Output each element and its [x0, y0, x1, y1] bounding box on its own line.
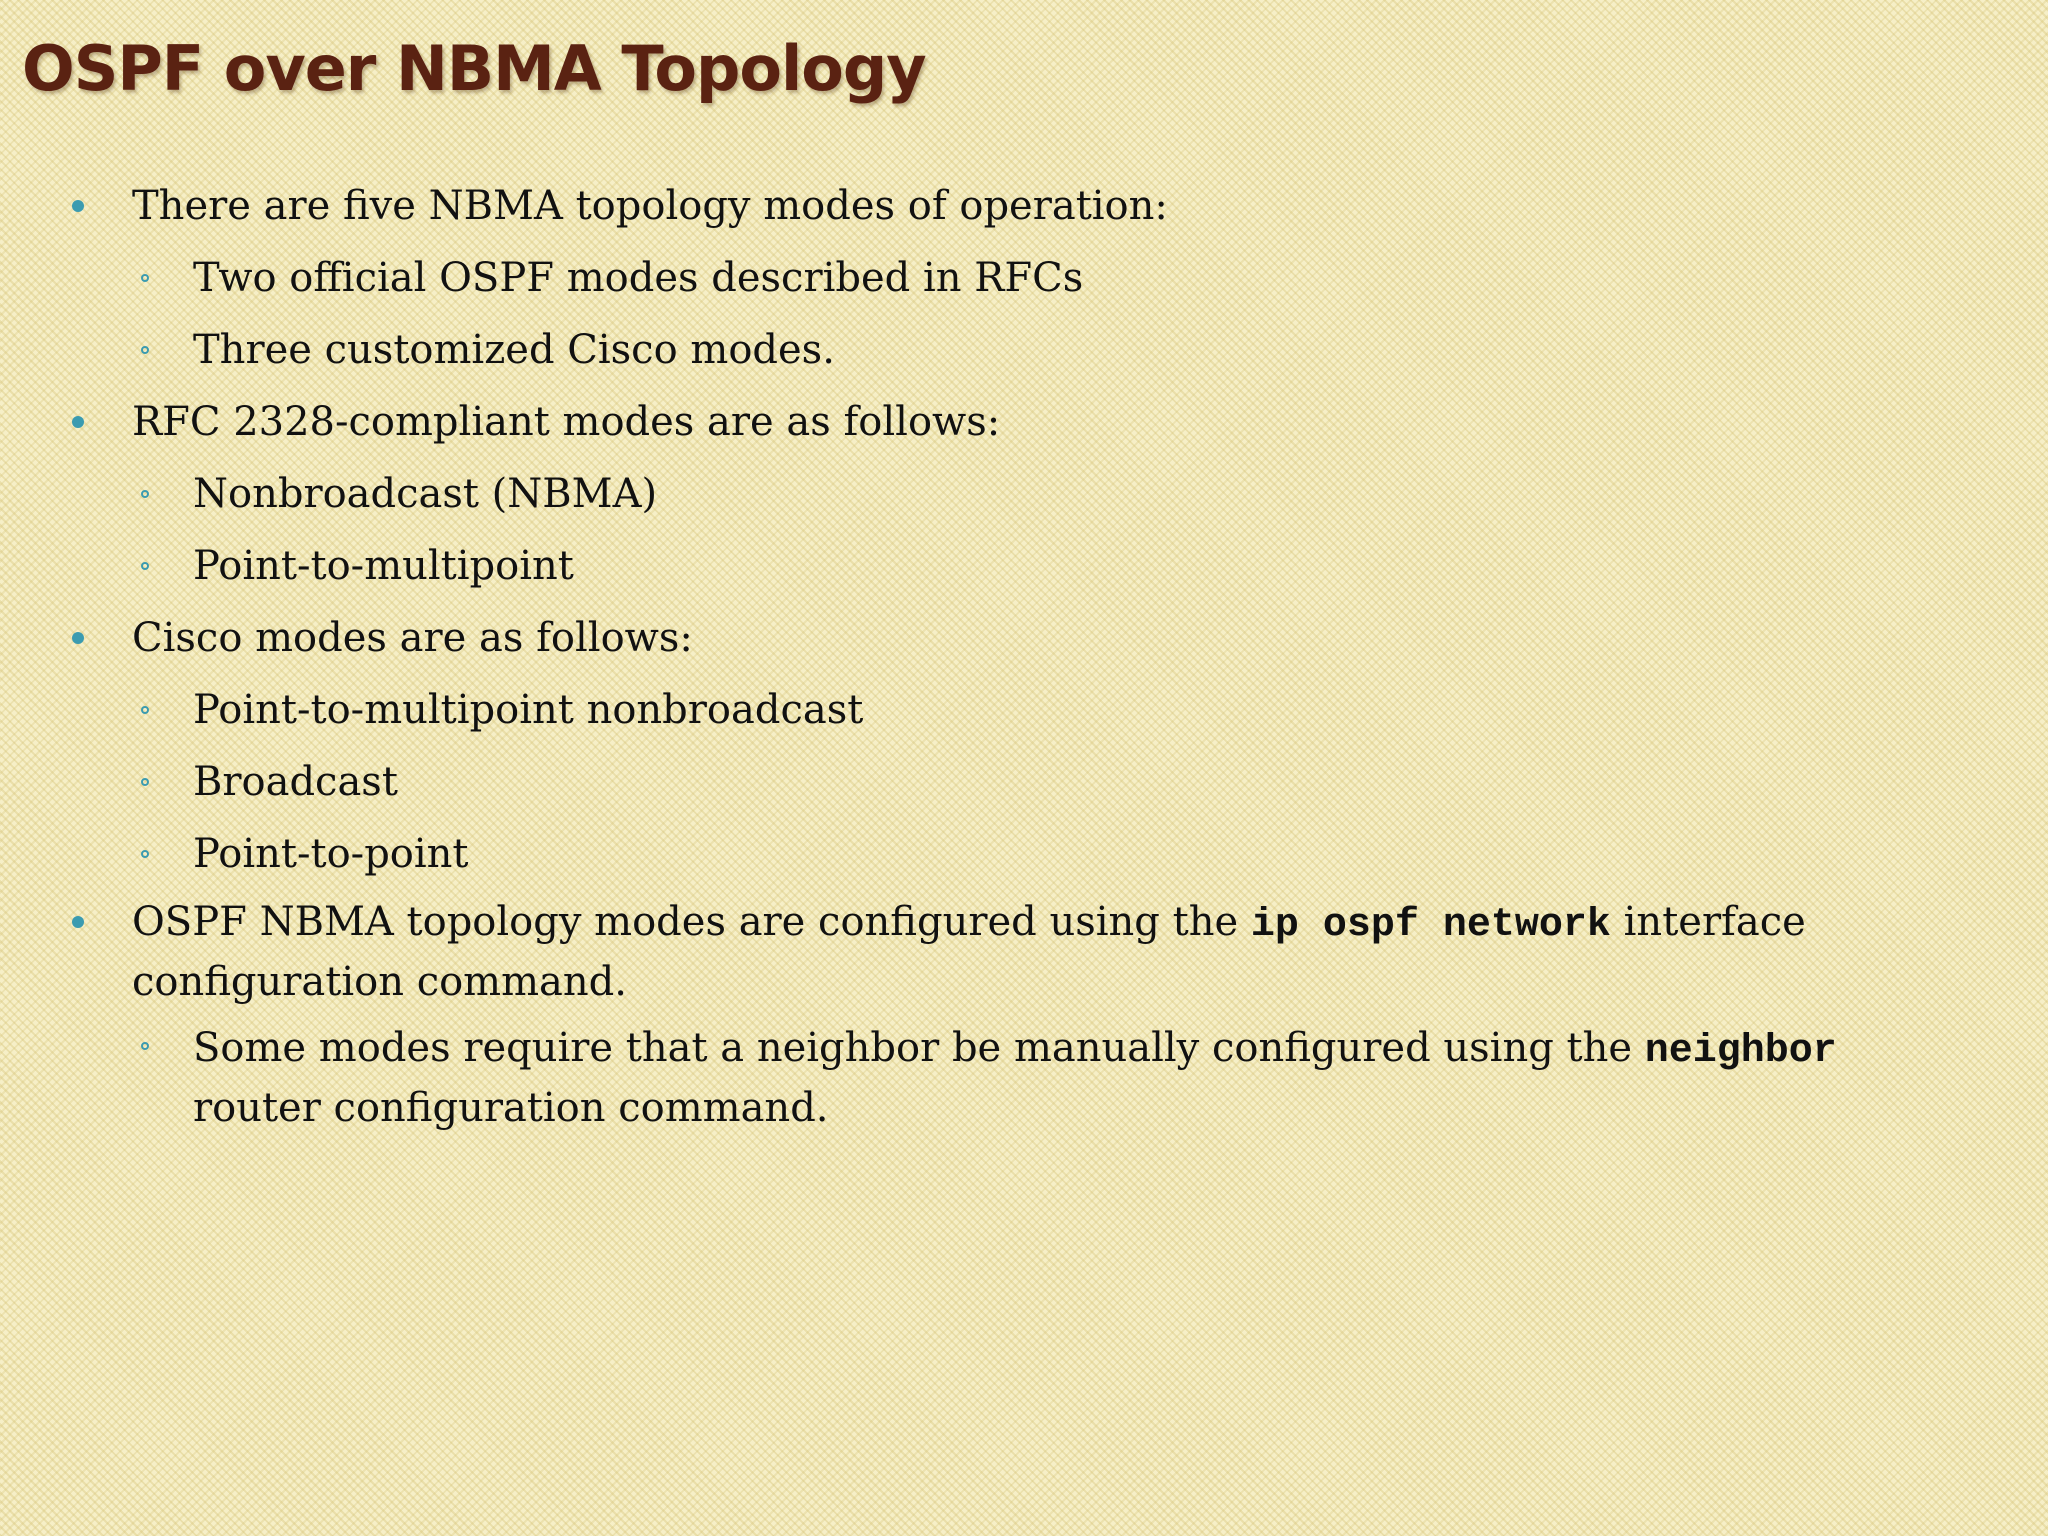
command-code: ip ospf network [1250, 903, 1611, 948]
sub-bullet-item: Broadcast [193, 759, 398, 805]
bullet-item: OSPF NBMA topology modes are configured using the ip ospf network interface configuration command. [132, 899, 1819, 1005]
sub-bullet-ring-icon [141, 706, 149, 714]
bullet-item: Cisco modes are as follows: [132, 615, 693, 661]
command-code: neighbor [1644, 1029, 1837, 1074]
sub-bullet-ring-icon [141, 274, 149, 282]
sub-bullet-ring-icon [141, 346, 149, 354]
sub-bullet-ring-icon [141, 1042, 149, 1050]
sub-bullet-item: Two official OSPF modes described in RFCs [193, 255, 1084, 301]
sub-bullet-item: Point-to-multipoint [193, 543, 574, 589]
sub-bullet-item: Some modes require that a neighbor be manually configured using the neighbor router configuration command. [193, 1025, 1850, 1131]
sub-bullet-item: Point-to-multipoint nonbroadcast [193, 687, 864, 733]
sub-bullet-item: Point-to-point [193, 831, 469, 877]
bullet-dot-icon [72, 200, 84, 212]
bullet-dot-icon [72, 632, 84, 644]
bullet-dot-icon [72, 916, 84, 928]
sub-bullet-ring-icon [141, 850, 149, 858]
sub-bullet-ring-icon [141, 562, 149, 570]
bullet-item: RFC 2328-compliant modes are as follows: [132, 399, 1001, 445]
slide-title: OSPF over NBMA Topology [22, 32, 926, 105]
bullet-dot-icon [72, 416, 84, 428]
sub-bullet-ring-icon [141, 490, 149, 498]
bullet-item: There are five NBMA topology modes of operation: [132, 183, 1168, 229]
sub-bullet-ring-icon [141, 778, 149, 786]
sub-bullet-item: Nonbroadcast (NBMA) [193, 471, 658, 517]
sub-bullet-item: Three customized Cisco modes. [193, 327, 835, 373]
